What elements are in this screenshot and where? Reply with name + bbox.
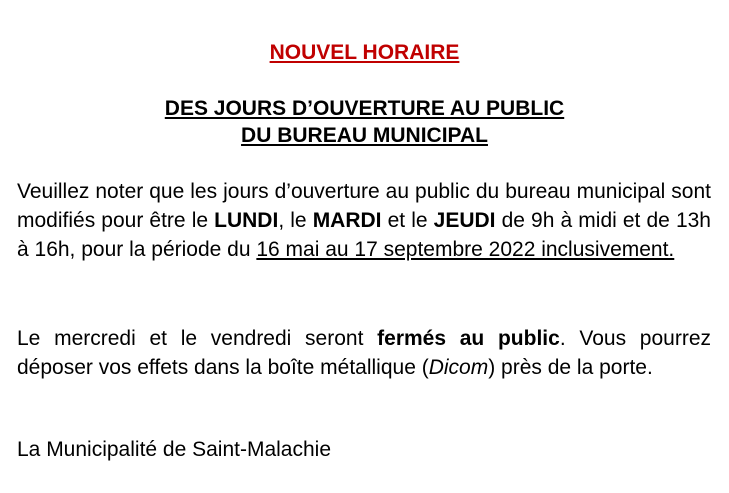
day-thursday: JEUDI: [433, 209, 496, 232]
dicom-brand: Dicom: [428, 356, 489, 379]
p1-text-2: , le: [278, 209, 313, 232]
period-dates: 16 mai au 17 septembre 2022 inclusivement.: [256, 238, 675, 261]
p2-text-3: ) près de la porte.: [488, 356, 653, 379]
notice-subtitle-line2: [0, 123, 729, 149]
day-tuesday: MARDI: [312, 209, 382, 232]
notice-subtitle-line1: [0, 96, 729, 122]
closed-to-public: fermés au public: [377, 327, 560, 350]
subtitle-line1-text: DES JOURS D’OUVERTURE AU PUBLIC: [164, 97, 565, 120]
p1-text-4: de 9h à midi et de 13h à 16h, pour la période du: [17, 209, 711, 261]
opening-days-paragraph: [17, 177, 711, 264]
day-monday: LUNDI: [214, 209, 279, 232]
notice-title: NOUVEL HORAIRE: [269, 41, 460, 64]
signature-line: La Municipalité de Saint-Malachie: [17, 438, 332, 461]
p2-text-1: Le mercredi et le vendredi seront: [17, 327, 378, 350]
p1-text-1: Veuillez noter que les jours d’ouverture au public du bureau municipal sont modifiés pour être le: [17, 180, 711, 232]
subtitle-line2-text: DU BUREAU MUNICIPAL: [241, 124, 488, 147]
closed-days-paragraph: [17, 324, 711, 382]
p1-text-3: et le: [381, 209, 434, 232]
p2-text-2: . Vous pourrez déposer vos effets dans la boîte métallique (: [17, 327, 711, 379]
